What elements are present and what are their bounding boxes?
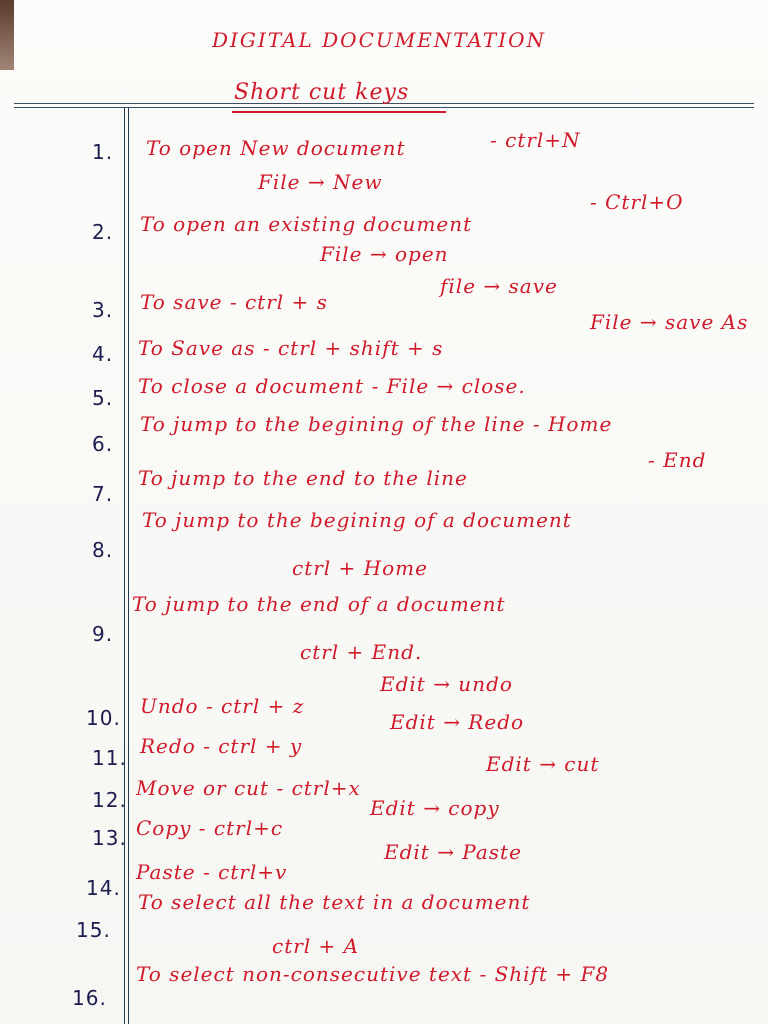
item-text: Move or cut - ctrl+x — [136, 776, 361, 800]
item-path: Edit → Redo — [390, 710, 525, 734]
item-number: 14. — [86, 876, 121, 900]
item-number: 16. — [72, 986, 107, 1010]
item-number: 4. — [92, 342, 114, 366]
item-text: To close a document - File → close. — [138, 374, 526, 398]
item-path: Edit → Paste — [384, 840, 522, 864]
item-number: 10. — [86, 706, 121, 730]
item-text: To open an existing document — [140, 212, 473, 236]
page-subtitle: Short cut keys — [234, 80, 410, 105]
margin-line — [124, 108, 125, 1024]
item-path: File → open — [320, 242, 449, 266]
item-text: Paste - ctrl+v — [136, 860, 288, 884]
page-edge-shadow — [0, 0, 14, 70]
item-text: Undo - ctrl + z — [140, 694, 305, 718]
item-text: To jump to the begining of a document — [142, 508, 572, 532]
item-number: 13. — [92, 826, 127, 850]
page-title: DIGITAL DOCUMENTATION — [212, 28, 547, 52]
item-path: file → save — [440, 274, 558, 298]
item-text: To Save as - ctrl + shift + s — [138, 336, 444, 360]
subtitle-underline — [232, 111, 446, 113]
item-text: To jump to the end of a document — [132, 592, 506, 616]
item-number: 8. — [92, 538, 114, 562]
item-number: 9. — [92, 622, 114, 646]
item-number: 3. — [92, 298, 114, 322]
item-shortcut: - ctrl+N — [490, 128, 581, 152]
item-number: 12. — [92, 788, 127, 812]
margin-line-2 — [128, 108, 129, 1024]
item-text: To save - ctrl + s — [140, 290, 328, 314]
item-path: Edit → undo — [380, 672, 513, 696]
item-text: To jump to the begining of the line - Home — [140, 412, 613, 436]
item-number: 2. — [92, 220, 114, 244]
header-rule-2 — [14, 107, 754, 108]
item-text: To select non-consecutive text - Shift + F8 — [136, 962, 610, 986]
item-number: 11. — [92, 746, 127, 770]
item-shortcut: - Ctrl+O — [590, 190, 684, 214]
item-number: 5. — [92, 386, 114, 410]
item-text: To jump to the end to the line — [138, 466, 468, 490]
item-text: Copy - ctrl+c — [136, 816, 284, 840]
item-path: Edit → copy — [370, 796, 500, 820]
item-shortcut: - End — [648, 448, 707, 472]
item-path: ctrl + A — [272, 934, 360, 958]
item-number: 6. — [92, 432, 114, 456]
item-number: 1. — [92, 140, 114, 164]
item-path: ctrl + End. — [300, 640, 423, 664]
item-path: File → New — [258, 170, 383, 194]
item-text: Redo - ctrl + y — [140, 734, 303, 758]
item-path: ctrl + Home — [292, 556, 428, 580]
item-number: 7. — [92, 482, 114, 506]
item-text: To open New document — [146, 136, 406, 160]
item-text: To select all the text in a document — [138, 890, 531, 914]
item-path: Edit → cut — [486, 752, 600, 776]
item-number: 15. — [76, 918, 111, 942]
item-path: File → save As — [590, 310, 749, 334]
